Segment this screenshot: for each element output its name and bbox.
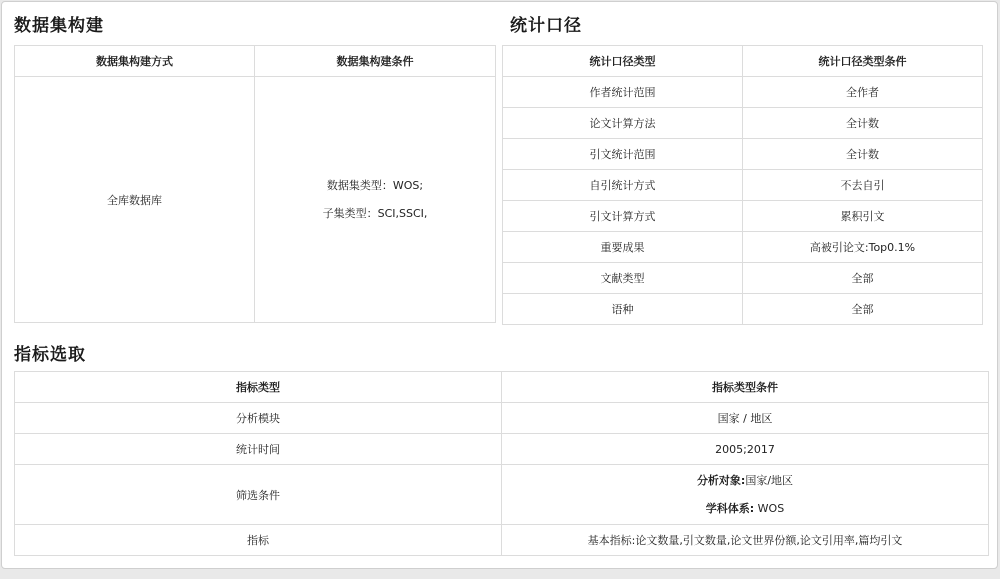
table-row <box>503 170 983 201</box>
indicator-condition-cell: 国家 / 地区 <box>502 403 989 434</box>
table-row <box>503 294 983 325</box>
table-header-cell: 指标类型条件 <box>502 372 989 403</box>
stats-section-title: 统计口径 <box>510 16 582 36</box>
dataset-type-condition: 数据集类型：WOS; <box>326 178 424 192</box>
stats-condition-cell: 不去自引 <box>743 170 983 201</box>
table-header-row <box>503 46 983 77</box>
indicator-condition-cell <box>502 465 989 525</box>
indicator-section-title: 指标选取 <box>14 345 86 365</box>
stats-condition-cell: 全作者 <box>743 77 983 108</box>
analysis-object-condition <box>502 474 988 488</box>
stats-type-cell: 引文计算方式 <box>503 201 743 232</box>
stats-condition-cell: 全计数 <box>743 108 983 139</box>
stats-condition-cell: 全部 <box>743 294 983 325</box>
stats-table <box>502 45 983 325</box>
indicator-type-cell: 筛选条件 <box>15 465 502 525</box>
table-row <box>503 139 983 170</box>
subset-type-condition: 子集类型：SCI,SSCI, <box>322 206 428 220</box>
stats-type-cell: 论文计算方法 <box>503 108 743 139</box>
table-row <box>15 525 989 556</box>
stats-type-cell: 重要成果 <box>503 232 743 263</box>
dataset-conditions-cell <box>255 77 496 323</box>
stats-type-cell: 自引统计方式 <box>503 170 743 201</box>
table-header-cell: 统计口径类型 <box>503 46 743 77</box>
stats-condition-cell: 高被引论文:Top0.1% <box>743 232 983 263</box>
table-header-cell: 数据集构建方式 <box>15 46 255 77</box>
table-row <box>15 434 989 465</box>
stats-condition-cell: 累积引文 <box>743 201 983 232</box>
stats-type-cell: 引文统计范围 <box>503 139 743 170</box>
indicator-condition-cell: 基本指标:论文数量,引文数量,论文世界份额,论文引用率,篇均引文 <box>502 525 989 556</box>
dataset-section-title: 数据集构建 <box>14 16 104 36</box>
stats-type-cell: 作者统计范围 <box>503 77 743 108</box>
condition-value: WOS <box>754 501 785 515</box>
report-page <box>1 1 998 569</box>
condition-label: 分析对象: <box>696 473 746 487</box>
table-row <box>15 403 989 434</box>
table-header-cell: 统计口径类型条件 <box>743 46 983 77</box>
table-header-row <box>15 46 496 77</box>
condition-label: 学科体系: <box>705 501 755 515</box>
table-row <box>503 232 983 263</box>
table-row <box>503 263 983 294</box>
dataset-table <box>14 45 496 323</box>
table-header-cell: 数据集构建条件 <box>255 46 496 77</box>
condition-value: 国家/地区 <box>745 473 794 487</box>
table-row <box>15 77 496 323</box>
stats-type-cell: 语种 <box>503 294 743 325</box>
discipline-system-condition <box>502 502 988 516</box>
table-row <box>503 201 983 232</box>
indicator-type-cell: 统计时间 <box>15 434 502 465</box>
stats-condition-cell: 全部 <box>743 263 983 294</box>
dataset-method-cell: 全库数据库 <box>15 77 255 323</box>
stats-type-cell: 文献类型 <box>503 263 743 294</box>
stats-condition-cell: 全计数 <box>743 139 983 170</box>
table-row <box>15 465 989 525</box>
table-header-row <box>15 372 989 403</box>
indicator-condition-cell: 2005;2017 <box>502 434 989 465</box>
indicator-table <box>14 371 989 556</box>
indicator-type-cell: 分析模块 <box>15 403 502 434</box>
indicator-type-cell: 指标 <box>15 525 502 556</box>
table-row <box>503 77 983 108</box>
table-header-cell: 指标类型 <box>15 372 502 403</box>
table-row <box>503 108 983 139</box>
